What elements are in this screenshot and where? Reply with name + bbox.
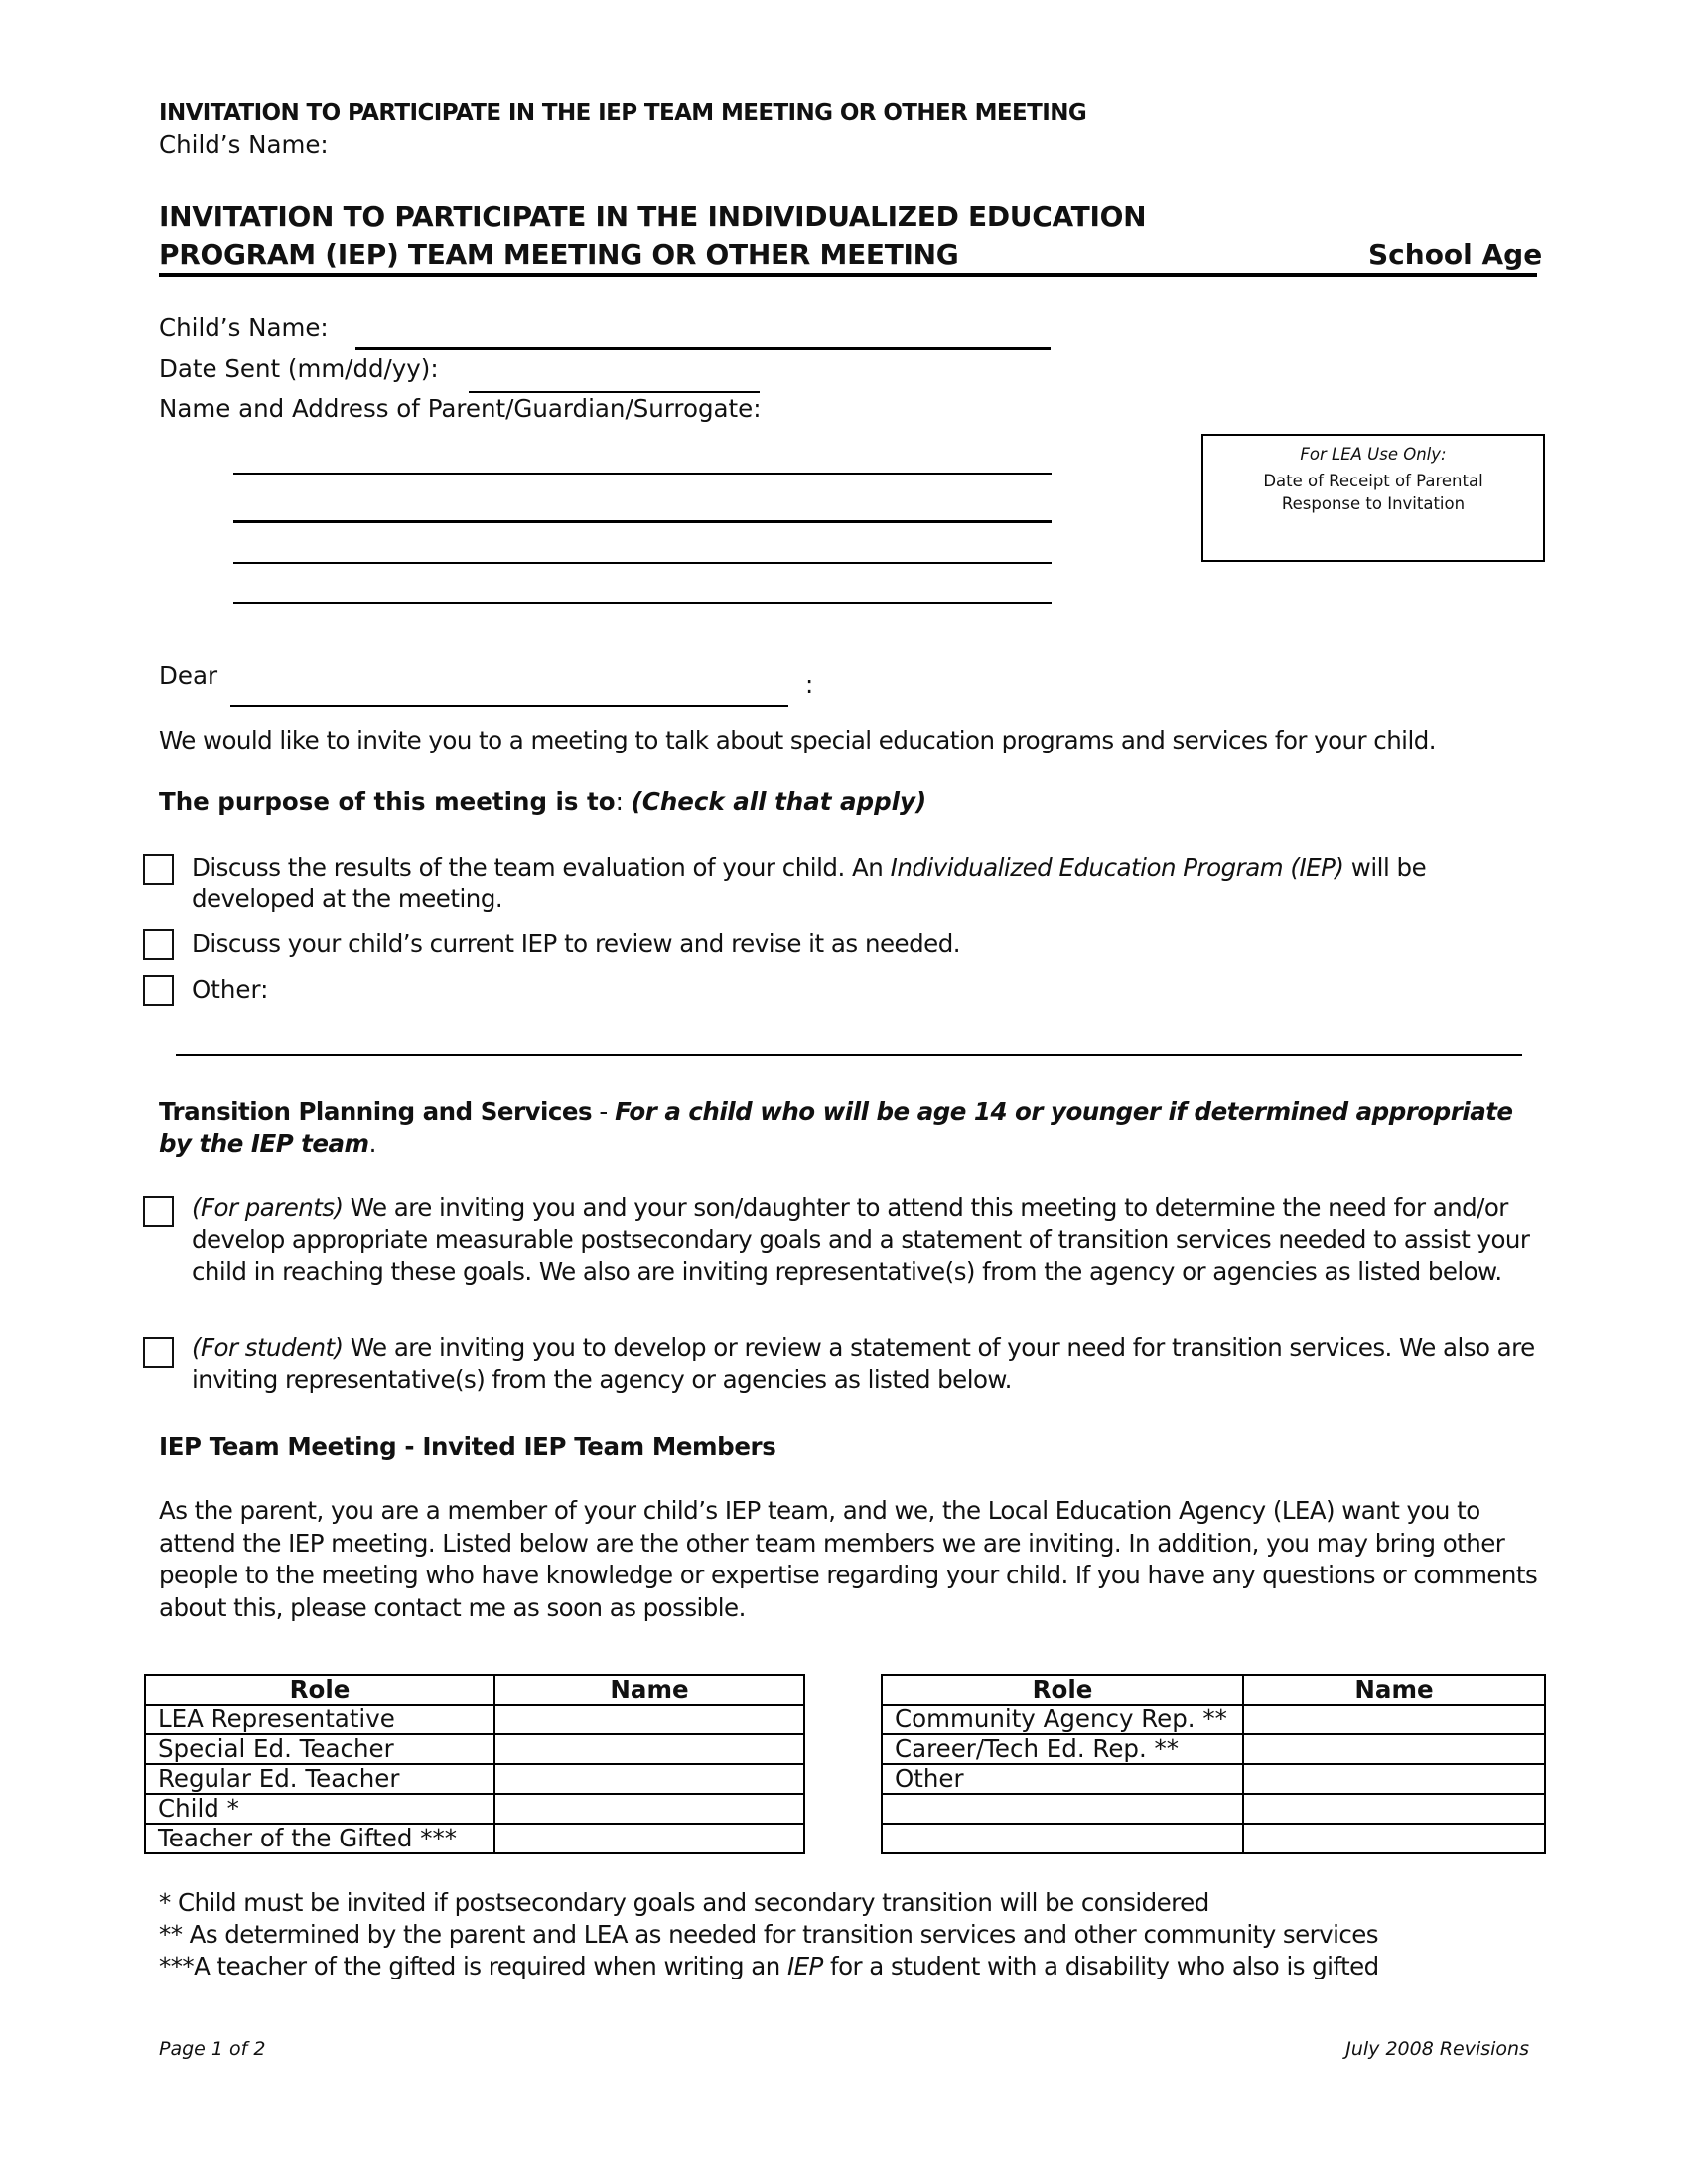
purpose-heading-colon: : (615, 787, 624, 816)
parent-address-line-2[interactable] (233, 488, 1052, 523)
table-row (882, 1705, 1545, 1734)
transition-subheading: For a child who will be age 14 or younger if determined appropriate by the IEP team (159, 1097, 1513, 1158)
footnote-text-italic: IEP (786, 1952, 823, 1980)
name-cell[interactable] (494, 1734, 804, 1764)
table-row (882, 1794, 1545, 1824)
option-lead: (For parents) (192, 1193, 344, 1222)
option-text: We are inviting you to develop or review a statement of your need for transition services. We also are inviting representative(s) from the agency or agencies as listed below. (192, 1333, 1535, 1394)
purpose-instruction: (Check all that apply) (631, 787, 927, 816)
option-text: will be developed at the meeting. (192, 853, 1427, 913)
transition-option-student (192, 1332, 1542, 1396)
table-row (882, 1764, 1545, 1794)
parent-name-address-label: Name and Address of Parent/Guardian/Surrogate: (159, 394, 762, 423)
table-row (145, 1734, 804, 1764)
transition-heading (159, 1096, 1549, 1160)
column-header-role: Role (145, 1675, 494, 1705)
page-title-line1: INVITATION TO PARTICIPATE IN THE INDIVIDUALIZED EDUCATION (159, 201, 1147, 233)
title-rule (159, 273, 1537, 277)
role-cell: Child * (145, 1794, 494, 1824)
role-cell: Special Ed. Teacher (145, 1734, 494, 1764)
table-row (145, 1824, 804, 1853)
team-table-right (881, 1674, 1546, 1854)
role-cell: Other (882, 1764, 1243, 1794)
transition-heading-dash: - (592, 1097, 616, 1126)
role-cell[interactable] (882, 1794, 1243, 1824)
lea-box-line2: Response to Invitation (1281, 494, 1466, 513)
purpose-other-field[interactable] (176, 1023, 1522, 1056)
footnote-text: ***A teacher of the gifted is required when writing an (159, 1952, 787, 1980)
small-title: INVITATION TO PARTICIPATE IN THE IEP TEAM MEETING OR OTHER MEETING (159, 100, 1087, 126)
small-childs-name-label: Child’s Name: (159, 130, 329, 159)
role-cell[interactable] (882, 1824, 1243, 1853)
purpose-option-review-iep: Discuss your child’s current IEP to review and revise it as needed. (192, 929, 961, 958)
page-title-line2: PROGRAM (IEP) TEAM MEETING OR OTHER MEETING (159, 238, 959, 271)
name-cell[interactable] (494, 1824, 804, 1853)
parent-address-line-3[interactable] (233, 530, 1052, 564)
team-paragraph: As the parent, you are a member of your child’s IEP team, and we, the Local Education Agency (LEA) want you to attend the IEP meeting. Listed below are the other team members we are inviting. In addition, you may bring other people to the meeting who have knowledge or expertise regarding your child. If you have any questions or comments about this, please contact me as soon as possible. (159, 1496, 1538, 1622)
table-row (145, 1794, 804, 1824)
footnote-child: * Child must be invited if postsecondary goals and secondary transition will be considered (159, 1888, 1209, 1917)
table-row (145, 1764, 804, 1794)
name-cell[interactable] (494, 1794, 804, 1824)
intro-text: We would like to invite you to a meeting to talk about special education programs and services for your child. (159, 726, 1436, 754)
dear-colon: : (805, 670, 814, 699)
childs-name-field[interactable] (355, 316, 1051, 350)
date-sent-field[interactable] (469, 359, 760, 393)
column-header-role: Role (882, 1675, 1243, 1705)
name-cell[interactable] (494, 1705, 804, 1734)
column-header-name: Name (1243, 1675, 1545, 1705)
transition-period: . (368, 1129, 376, 1158)
parent-address-line-4[interactable] (233, 570, 1052, 604)
role-cell: Regular Ed. Teacher (145, 1764, 494, 1794)
transition-checkbox-parents[interactable] (143, 1196, 174, 1227)
table-header-row (145, 1675, 804, 1705)
purpose-option-evaluation (192, 852, 1552, 915)
team-heading: IEP Team Meeting - Invited IEP Team Members (159, 1433, 776, 1461)
name-cell[interactable] (1243, 1764, 1545, 1794)
role-cell: Teacher of the Gifted *** (145, 1824, 494, 1853)
name-cell[interactable] (1243, 1794, 1545, 1824)
role-cell: LEA Representative (145, 1705, 494, 1734)
transition-checkbox-student[interactable] (143, 1337, 174, 1368)
lea-use-only-box (1201, 434, 1545, 562)
school-age-label: School Age (1368, 238, 1543, 271)
footnote-gifted (159, 1951, 1379, 1982)
page-number: Page 1 of 2 (159, 2038, 266, 2060)
transition-heading-text: Transition Planning and Services (159, 1097, 593, 1126)
table-header-row (882, 1675, 1545, 1705)
name-cell[interactable] (1243, 1705, 1545, 1734)
parent-address-line-1[interactable] (233, 441, 1052, 475)
childs-name-label: Child’s Name: (159, 313, 329, 341)
name-cell[interactable] (494, 1764, 804, 1794)
option-text: Discuss the results of the team evaluation of your child. An (192, 853, 891, 882)
purpose-option-other-label: Other: (192, 975, 269, 1004)
option-text: We are inviting you and your son/daughter to attend this meeting to determine the need for and/or develop appropriate measurable postsecondary goals and a statement of transition services needed to assist your child in reaching these goals. We also are inviting representative(s) from the agency or agencies as listed below. (192, 1193, 1530, 1286)
date-sent-label: Date Sent (mm/dd/yy): (159, 354, 439, 383)
column-header-name: Name (494, 1675, 804, 1705)
purpose-checkbox-review-iep[interactable] (143, 929, 174, 960)
purpose-heading-text: The purpose of this meeting is to (159, 787, 616, 816)
purpose-checkbox-evaluation[interactable] (143, 854, 174, 885)
purpose-heading (159, 786, 926, 818)
role-cell: Career/Tech Ed. Rep. ** (882, 1734, 1243, 1764)
footnote-text: for a student with a disability who also is gifted (822, 1952, 1379, 1980)
role-cell: Community Agency Rep. ** (882, 1705, 1243, 1734)
name-cell[interactable] (1243, 1734, 1545, 1764)
option-text-italic: Individualized Education Program (IEP) (890, 853, 1344, 882)
footnote-community: ** As determined by the parent and LEA as needed for transition services and other community services (159, 1920, 1379, 1949)
purpose-checkbox-other[interactable] (143, 975, 174, 1006)
table-row (882, 1824, 1545, 1853)
name-cell[interactable] (1243, 1824, 1545, 1853)
lea-box-heading: For LEA Use Only: (1300, 445, 1447, 464)
transition-option-parents (192, 1192, 1552, 1288)
lea-box-line1: Date of Receipt of Parental (1263, 472, 1483, 490)
table-row (882, 1734, 1545, 1764)
revision-date: July 2008 Revisions (1345, 2038, 1529, 2060)
table-row (145, 1705, 804, 1734)
dear-recipient-field[interactable] (230, 673, 788, 707)
team-table-left (144, 1674, 805, 1854)
dear-label: Dear (159, 661, 218, 690)
option-lead: (For student) (192, 1333, 344, 1362)
